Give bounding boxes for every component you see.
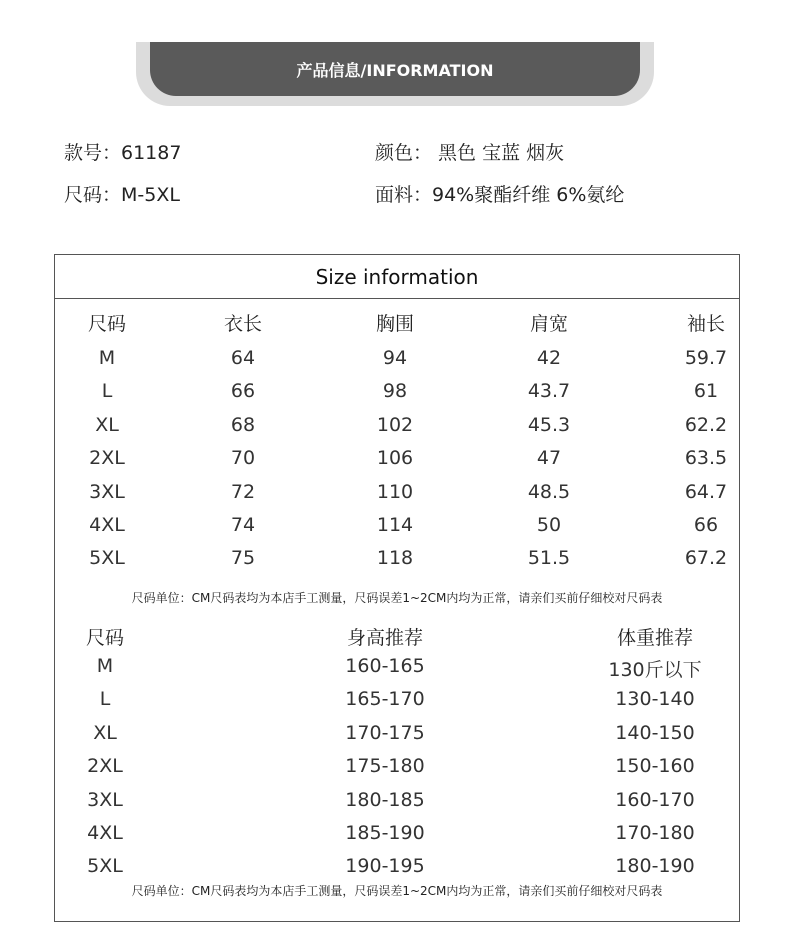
- recommend-table-cell: 185-190: [345, 822, 425, 844]
- recommend-table-cell: 5XL: [87, 855, 123, 878]
- size-table-cell: L: [101, 380, 113, 403]
- size-table-cell: 45.3: [527, 413, 571, 436]
- size-table-cell: 59.7: [684, 347, 728, 369]
- size-table-cell: 68: [230, 413, 256, 436]
- size-table-cell: 74: [230, 514, 256, 536]
- recommend-table-cell: 165-170: [345, 688, 425, 711]
- size-table-cell: 64: [230, 347, 256, 369]
- size-table-cell: 67.2: [684, 547, 728, 570]
- size-table-cell: 4XL: [89, 514, 125, 536]
- fabric-info: 面料：94%聚酯纤维 6%氨纶: [375, 184, 625, 206]
- size-table-cell: 48.5: [527, 480, 571, 503]
- size-table-cell: 118: [376, 547, 414, 570]
- size-table-cell: 98: [382, 380, 408, 403]
- size-table-title: Size information: [55, 255, 739, 299]
- size-table-header-2: 胸围: [375, 313, 415, 335]
- section-banner: [150, 42, 640, 96]
- size-table-cell: XL: [95, 413, 119, 436]
- size-table-cell: 51.5: [527, 547, 571, 570]
- size-table-cell: 102: [376, 413, 414, 436]
- size-table-header-4: 袖长: [686, 313, 726, 335]
- size-table-cell: 5XL: [89, 547, 125, 570]
- banner-title: 产品信息/INFORMATION: [296, 60, 494, 80]
- recommend-table-cell: 3XL: [87, 788, 123, 811]
- size-table-cell: 72: [230, 480, 256, 503]
- recommend-table-cell: 130-140: [615, 688, 695, 711]
- recommend-table-cell: 150-160: [615, 755, 695, 778]
- size-table-cell: 63.5: [684, 447, 728, 470]
- recommend-table-header-2: 体重推荐: [616, 627, 694, 649]
- size-table-cell: 75: [230, 547, 256, 570]
- recommend-table-cell: XL: [93, 721, 117, 744]
- size-table-header-1: 衣长: [223, 313, 263, 335]
- recommend-table-cell: 140-150: [615, 721, 695, 744]
- size-table-cell: 106: [376, 447, 414, 470]
- recommend-table-header-1: 身高推荐: [346, 627, 424, 649]
- size-table-note: 尺码单位：CM尺码表均为本店手工测量，尺码误差1~2CM内均为正常，请亲们买前仔细校对尺码表: [131, 591, 663, 605]
- recommend-table-cell: 190-195: [345, 855, 425, 878]
- size-table-cell: 110: [376, 480, 414, 503]
- size-table-cell: 3XL: [89, 480, 125, 503]
- size-table-header-3: 肩宽: [529, 313, 569, 335]
- size-panel: [54, 254, 740, 922]
- style-number: 款号：61187: [64, 142, 182, 164]
- size-table-cell: 61: [693, 380, 719, 403]
- color-info: 颜色： 黑色 宝蓝 烟灰: [375, 142, 565, 164]
- recommend-table-header-0: 尺码: [85, 627, 125, 649]
- recommend-table-cell: 170-180: [615, 822, 695, 844]
- size-table-cell: 66: [693, 514, 719, 536]
- recommend-table-cell: 160-165: [345, 655, 425, 677]
- size-table-cell: 114: [376, 514, 414, 536]
- recommend-table-note: 尺码单位：CM尺码表均为本店手工测量，尺码误差1~2CM内均为正常，请亲们买前仔细校对尺码表: [131, 884, 663, 898]
- recommend-table-cell: 180-185: [345, 788, 425, 811]
- recommend-table-cell: 4XL: [87, 822, 123, 844]
- size-table-cell: 42: [536, 347, 562, 369]
- size-table-cell: 62.2: [684, 413, 728, 436]
- recommend-table-cell: L: [99, 688, 111, 711]
- recommend-table-cell: 175-180: [345, 755, 425, 778]
- size-table-cell: 50: [536, 514, 562, 536]
- size-table-cell: 66: [230, 380, 256, 403]
- size-table-cell: 2XL: [89, 447, 125, 470]
- recommend-table-cell: 160-170: [615, 788, 695, 811]
- recommend-table-cell: 180-190: [615, 855, 695, 878]
- size-range: 尺码：M-5XL: [64, 184, 180, 206]
- recommend-table-cell: M: [96, 655, 114, 677]
- size-table-cell: 64.7: [684, 480, 728, 503]
- size-table-cell: 70: [230, 447, 256, 470]
- recommend-table-cell: 170-175: [345, 721, 425, 744]
- size-table-cell: M: [98, 347, 116, 369]
- recommend-table-cell: 2XL: [87, 755, 123, 778]
- size-table-cell: 47: [536, 447, 562, 470]
- recommend-table-cell: 130斤以下: [608, 659, 702, 681]
- size-table-cell: 94: [382, 347, 408, 369]
- size-table-cell: 43.7: [527, 380, 571, 403]
- size-table-header-0: 尺码: [87, 313, 127, 335]
